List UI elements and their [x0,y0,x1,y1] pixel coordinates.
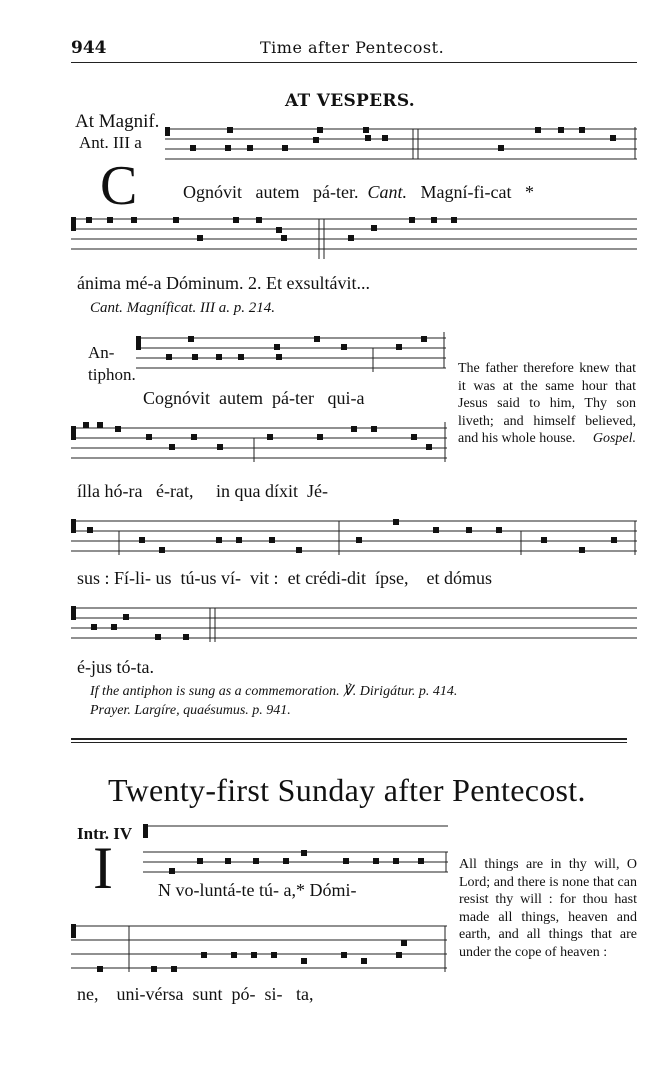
antiphon-mode-label: Ant. III a [79,133,142,152]
introit-label: Intr. IV [77,824,133,843]
canticle-reference: Cant. Magníficat. III a. p. 214. [90,300,275,316]
antiphon-label: An- tiphon. [88,343,136,384]
chant-staff-2 [71,215,637,265]
lyric-line-2: ánima mé-a Dóminum. 2. Et exsultávit... [77,273,370,293]
lyric-line-4: ílla hó-ra é-rat, in qua díxit Jé- [77,481,328,501]
chant-staff-4 [71,420,447,470]
sunday-title: Twenty-first Sunday after Pentecost. [108,772,586,808]
introit-lyric-line-2: ne, uni-vérsa sunt pó- si- ta, [77,984,314,1004]
chant-staff-6 [71,600,637,650]
lyric-line-6: é-jus tó-ta. [77,657,154,677]
prayer-reference: Prayer. Largíre, quaésumus. p. 941. [90,703,291,718]
section-title-vespers: AT VESPERS. [285,91,416,111]
lyric-line-3: Cognóvit autem pá-ter qui-a [143,388,365,408]
chant-staff-1 [165,125,637,175]
commemoration-note: If the antiphon is sung as a commemoration. ℣. Dirigátur. p. 414. [90,684,458,699]
chant-staff-3 [136,330,446,380]
chant-staff-5 [71,513,637,563]
drop-cap-i: I [93,835,113,901]
chant-staff-7 [143,822,448,877]
gospel-label: Gospel. [592,431,636,446]
chant-staff-8 [71,918,447,978]
gospel-translation: The father therefore knew that it was at the same hour that Jesus said to him, Thy son liveth; and himself believed, and his whole house. Gospel. [458,361,636,446]
lyric-line-5: sus : Fí-li- us tú-us ví- vit : et crédi-dit ípse, et dómus [77,568,493,588]
header-rule [71,62,637,63]
introit-translation: All things are in thy will, O Lord; and there is none that can resist thy will : for thou hast made all things, heaven and earth, and all things that are under the cope of heaven : [459,857,637,960]
introit-lyric-line-1: N vo-luntá-te tú- a,* Dómi- [158,880,357,900]
drop-cap-c: C [100,155,138,217]
running-title: Time after Pentecost. [260,38,445,57]
magnif-label: At Magnif. [75,111,160,132]
page-number: 944 [71,38,107,58]
lyric-line-1: Ognóvit autem pá-ter. Cant. Magní-fi-cat * [183,182,534,202]
section-divider-thin [71,742,627,743]
section-divider [71,738,627,740]
